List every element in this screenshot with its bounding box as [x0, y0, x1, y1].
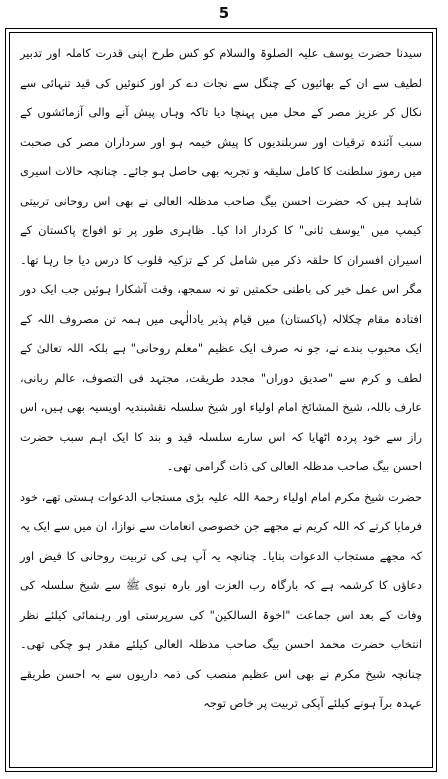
text-body: [20, 39, 422, 761]
page-border: [5, 28, 437, 772]
page-number: 5: [218, 4, 230, 22]
paragraph-2: حضرت شیخ مکرم امام اولیاء رحمۃ اللہ علیہ بڑی مستجاب الدعوات ہستی تھے، خود فرمایا کرتے کہ اللہ کریم نے مجھے جن خصوصی انعامات سے نوازا، ان میں سے ایک یہ کہ مجھے مستجاب الدعوات بنایا۔ چنانچہ یہ آپ ہی کی تربیت روحانی کا فیض اور دعاؤں کا کرشمہ ہے کہ بارگاہ رب العزت اور بارہ نبوی ﷺ سے شیخ سلسلہ کی وفات کے بعد اس جماعت "اخوۃ السالکین" کی سرپرستی اور رہنمائی کیلئے نظر انتخاب حضرت محمد احسن بیگ صاحب مدظلہ العالی کیلئے مقدر ہو چکی تھی۔ چنانچہ شیخ مکرم نے بھی اس عظیم منصب کی ذمہ داریوں سے بہ احسن طریقے عہدہ برآ ہونے کیلئے آپکی تربیت پر خاص توجہ: [20, 489, 422, 710]
paragraph-1: سیدنا حضرت یوسف علیہ الصلوۃ والسلام کو کس طرح اپنی قدرت کاملہ اور تدبیر لطیف سے ان کے بھائیوں کے چنگل سے نجات دے کر اور کنوئیں کی قید تنہائی سے نکال کر عزیز مصر کے محل میں پہنچا دیا تاکہ وہاں پیش آنے والی آزمائشوں کے سبب آئندہ ترقیات اور سربلندیوں کا پیش خیمہ ہو اور سرداران مصر کی صحبت میں رموز سلطنت کا کامل سلیقہ و تجربہ بھی حاصل ہو جائے۔ چنانچہ حالات اسیری شاہد ہیں کہ حضرت احسن بیگ صاحب مدظلہ العالی نے بھی اس روحانی تربیتی کیمپ میں "یوسف ثانی" کا کردار ادا کیا۔ ظاہری طور پر تو افواج پاکستان کے اسیران افسران کا حلقہ ذکر میں شامل کر کے تزکیہ قلوب کا درس دیا جا رہا تھا۔ مگر اس عمل خیر کی باطنی حکمتیں تو نہ سمجھ، وقت آشکارا ہوئیں جب ایک دور افتادہ مقام چکلالہ (پاکستان) میں قیام پذیر یادالٰہی میں ہمہ تن مصروف اللہ کے ایک محبوب بندے نے، جو نہ صرف ایک عظیم "معلم روحانی" ہے بلکہ اللہ تعالیٰ کے لطف و کرم سے "صدیق دوراں" مجدد طریقت، مجتہد فی التصوف، عالم ربانی، عارف باللہ، شیخ المشائخ امام اولیاء اور شیخ سلسلہ نقشبندیہ اویسیہ بھی ہیں، اس راز سے خود پردہ اٹھایا کہ اس سارے سلسلہ قید و بند کا ایک اہم سبب حضرت احسن بیگ صاحب مدظلہ العالی کی ذات گرامی تھی۔: [20, 46, 422, 473]
inner-border: [9, 32, 433, 768]
